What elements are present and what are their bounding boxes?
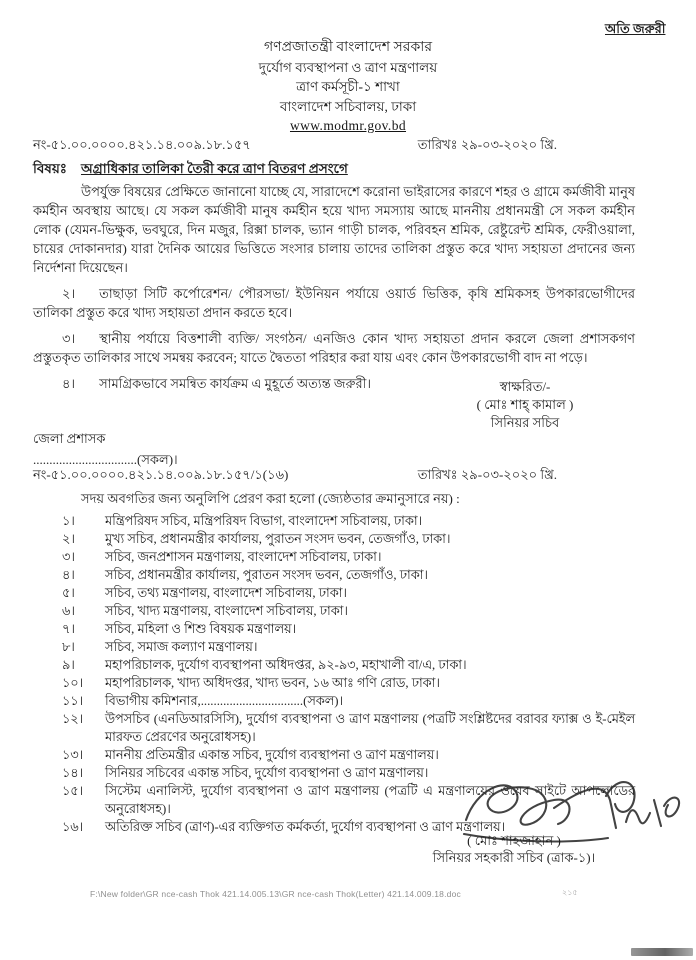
cc-item-8-number: ৮।	[62, 640, 75, 654]
cc-item-3-number: ৩।	[62, 550, 75, 564]
cc-item-11	[33, 692, 635, 710]
cc-item-14-number: ১৪।	[62, 766, 84, 780]
cc-item-13-text: মাননীয় প্রতিমন্ত্রীর একান্ত সচিব, দুর্যোগ ব্যবস্থাপনা ও ত্রাণ মন্ত্রণালয়।	[105, 748, 439, 762]
cc-item-5-text: সচিব, তথ্য মন্ত্রণালয়, বাংলাদেশ সচিবালয়, ঢাকা।	[105, 586, 347, 600]
cc-item-3-text: সচিব, জনপ্রশাসন মন্ত্রণালয়, বাংলাদেশ সচিবালয়, ঢাকা।	[105, 550, 382, 564]
cc-item-10	[33, 674, 635, 692]
cc-item-3	[33, 548, 635, 566]
cc-item-15-number: ১৫।	[62, 784, 84, 798]
cc-item-13-number: ১৩।	[62, 748, 84, 762]
body-item-3-text: স্থানীয় পর্যায়ে বিত্তশালী ব্যক্তি/ সংগঠন/ এনজিও কোন খাদ্য সহায়তা প্রদান করলে জেলা প্রশাসকগণ প্রস্তুতকৃত তালিকার সাথে সমন্বয় করবেন; যাতে দ্বৈততা পরিহার করা যায় এবং কোন উপকারভোগী বাদ না পড়ে।	[33, 331, 635, 365]
body-item-4-number: ৪।	[62, 376, 76, 391]
body-item-4-text: সামগ্রিকভাবে সমন্বিত কার্যক্রম এ মুহূর্তে অত্যন্ত জরুরী।	[99, 376, 372, 391]
addressee-title: জেলা প্রশাসক	[33, 431, 106, 446]
subject-line	[33, 158, 348, 181]
signed-mark: স্বাক্ষরিত/-	[499, 379, 551, 394]
body-item-3	[33, 329, 635, 367]
issuer-block	[388, 832, 640, 866]
office-address: বাংলাদেশ সচিবালয়, ঢাকা	[279, 98, 417, 114]
cc-item-7-text: সচিব, মহিলা ও শিশু বিষয়ক মন্ত্রণালয়।	[105, 622, 297, 636]
urgency-label: অতি জরুরী	[605, 21, 666, 36]
cc-item-6-text: সচিব, খাদ্য মন্ত্রণালয়, বাংলাদেশ সচিবালয়, ঢাকা।	[105, 604, 348, 618]
cc-item-1-number: ১।	[62, 514, 75, 528]
cc-item-10-text: মহাপরিচালক, খাদ্য অধিদপ্তর, খাদ্য ভবন, ১৬ আঃ গণি রোড, ঢাকা।	[105, 676, 440, 690]
scan-artifact	[631, 948, 693, 956]
cc-item-9-number: ৯।	[62, 658, 75, 672]
cc-item-16-text: অতিরিক্ত সচিব (ত্রাণ)-এর ব্যক্তিগত কর্মকর্তা, দুর্যোগ ব্যবস্থাপনা ও ত্রাণ মন্ত্রণালয়।	[105, 820, 506, 834]
cc-intro-line: সদয় অবগতির জন্য অনুলিপি প্রেরণ করা হলো (জ্যেষ্ঠতার ক্রমানুসারে নয়) :	[81, 491, 460, 506]
cc-item-2	[33, 530, 635, 548]
reference-row-1	[33, 136, 557, 157]
memo-number-2: নং-৫১.০০.০০০০.৪২১.১৪.০০৯.১৮.১৫৭/১(১৬)	[33, 467, 289, 482]
government-name: গণপ্রজাতন্ত্রী বাংলাদেশ সরকার	[263, 40, 433, 55]
subject-text: অগ্রাধিকার তালিকা তৈরী করে ত্রাণ বিতরণ প্রসংগে	[80, 161, 348, 176]
cc-item-1-text: মন্ত্রিপরিষদ সচিব, মন্ত্রিপরিষদ বিভাগ, বাংলাদেশ সচিবালয়, ঢাকা।	[105, 514, 423, 528]
cc-item-12-text: উপসচিব (এনডিআরসিসি), দুর্যোগ ব্যবস্থাপনা ও ত্রাণ মন্ত্রণালয় (পত্রটি সংশ্লিষ্টদের বরাবর ফ্যাক্স ও ই-মেইল মারফত প্রেরণের অনুরোধসহ)।	[105, 712, 635, 744]
cc-item-2-text: মুখ্য সচিব, প্রধানমন্ত্রীর কার্যালয়, পুরাতন সংসদ ভবন, তেজগাঁও, ঢাকা।	[105, 532, 451, 546]
memo-date-1: তারিখঃ ২৯-০৩-২০২০ খ্রি.	[417, 137, 557, 152]
cc-item-7-number: ৭।	[62, 622, 75, 636]
cc-item-5	[33, 584, 635, 602]
branch-name: ত্রাণ কর্মসূচী-১ শাখা	[296, 79, 400, 94]
cc-item-15-text: সিস্টেম এনালিস্ট, দুর্যোগ ব্যবস্থাপনা ও ত্রাণ মন্ত্রণালয় (পত্রটি এ মন্ত্রণালয়ের ওয়েব সাইটে আপলোডের অনুরোধসহ)।	[105, 784, 635, 816]
cc-item-6	[33, 602, 635, 620]
cc-item-11-number: ১১।	[62, 694, 84, 708]
signatory-block	[425, 378, 625, 432]
body-paragraph-1: উপর্যুক্ত বিষয়ের প্রেক্ষিতে জানানো যাচ্ছে যে, সারাদেশে করোনা ভাইরাসের কারণে শহর ও গ্রামে কর্মজীবী মানুষ কর্মহীন অবস্থায় আছে। যে সকল কর্মজীবী মানুষ কর্মহীন হয়ে খাদ্য সমস্যায় আছে মাননীয় প্রধানমন্ত্রী সে সকল কর্মহীন লোক (যেমন-ভিক্ষুক, ভবঘুরে, দিন মজুর, রিক্সা চালক, ভ্যান গাড়ী চালক, পরিবহন শ্রমিক, রেষ্টুরেন্ট শ্রমিক, ফেরীওয়ালা, চায়ের দোকানদার) যারা দৈনিক আয়ের ভিত্তিতে সংসার চালায় তাদের তালিকা প্রস্তুত করে খাদ্য সহায়তা প্রদানের জন্য নির্দেশনা দিয়েছেন।	[33, 184, 635, 275]
signatory-title: সিনিয়র সচিব	[490, 415, 560, 430]
signatory-name: ( মোঃ শাহ্‌ কামাল )	[476, 397, 574, 412]
cc-item-4-text: সচিব, প্রধানমন্ত্রীর কার্যালয়, পুরাতন সংসদ ভবন, তেজগাঁও, ঢাকা।	[105, 568, 428, 582]
ministry-website-link[interactable]: www.modmr.gov.bd	[289, 118, 407, 133]
cc-item-11-text: বিভাগীয় কমিশনার,................................(সকল)।	[105, 694, 344, 708]
ministry-name: দুর্যোগ ব্যবস্থাপনা ও ত্রাণ মন্ত্রণালয়	[258, 59, 438, 75]
body-item-2	[33, 284, 635, 322]
cc-item-12	[33, 710, 635, 746]
cc-item-16-number: ১৬।	[62, 820, 84, 834]
body-item-3-number: ৩।	[62, 331, 76, 346]
memo-date-2: তারিখঃ ২৯-০৩-২০২০ খ্রি.	[417, 467, 557, 482]
cc-item-1	[33, 512, 635, 530]
body-item-2-text: তাছাড়া সিটি কর্পোরেশন/ পৌরসভা/ ইউনিয়ন পর্যায়ে ওয়ার্ড ভিত্তিক, কৃষি শ্রমিকসহ উপকারভোগীদের তালিকা প্রস্তুত করে খাদ্য সহায়তা প্রদান করতে হবে।	[33, 286, 635, 320]
cc-item-9-text: মহাপরিচালক, দুর্যোগ ব্যবস্থাপনা অধিদপ্তর, ৯২-৯৩, মহাখালী বা/এ, ঢাকা।	[105, 658, 467, 672]
cc-item-4	[33, 566, 635, 584]
cc-item-6-number: ৬।	[62, 604, 75, 618]
cc-item-7	[33, 620, 635, 638]
cc-item-14-text: সিনিয়র সচিবের একান্ত সচিব, দুর্যোগ ব্যবস্থাপনা ও ত্রাণ মন্ত্রণালয়।	[105, 766, 429, 780]
reference-row-2	[33, 466, 557, 487]
issuer-title: সিনিয়র সহকারী সচিব (ত্রাক-১)।	[432, 850, 596, 865]
cc-item-5-number: ৫।	[62, 586, 75, 600]
cc-item-4-number: ৪।	[62, 568, 75, 582]
cc-item-9	[33, 656, 635, 674]
cc-item-8-text: সচিব, সমাজ কল্যাণ মন্ত্রণালয়।	[105, 640, 258, 654]
cc-item-13	[33, 746, 635, 764]
footer-page-mark: ২১৫	[562, 888, 578, 897]
subject-label: বিষয়ঃ	[33, 161, 67, 176]
body-item-2-number: ২।	[62, 286, 76, 301]
addressee-all-line: ................................(সকল)।	[33, 452, 178, 467]
cc-item-10-number: ১০।	[62, 676, 84, 690]
issuer-name: ( মোঃ শাহজাহান )	[467, 833, 561, 848]
cc-item-12-number: ১২।	[62, 712, 84, 726]
footer-file-path: F:\New folder\GR nce-cash Thok 421.14.005.13\GR nce-cash Thok(Letter) 421.14.009.18.doc	[90, 889, 461, 899]
cc-item-8	[33, 638, 635, 656]
addressee-block	[33, 428, 178, 470]
cc-item-2-number: ২।	[62, 532, 75, 546]
letterhead	[0, 38, 696, 136]
memo-number-1: নং-৫১.০০.০০০০.৪২১.১৪.০০৯.১৮.১৫৭	[33, 137, 251, 152]
